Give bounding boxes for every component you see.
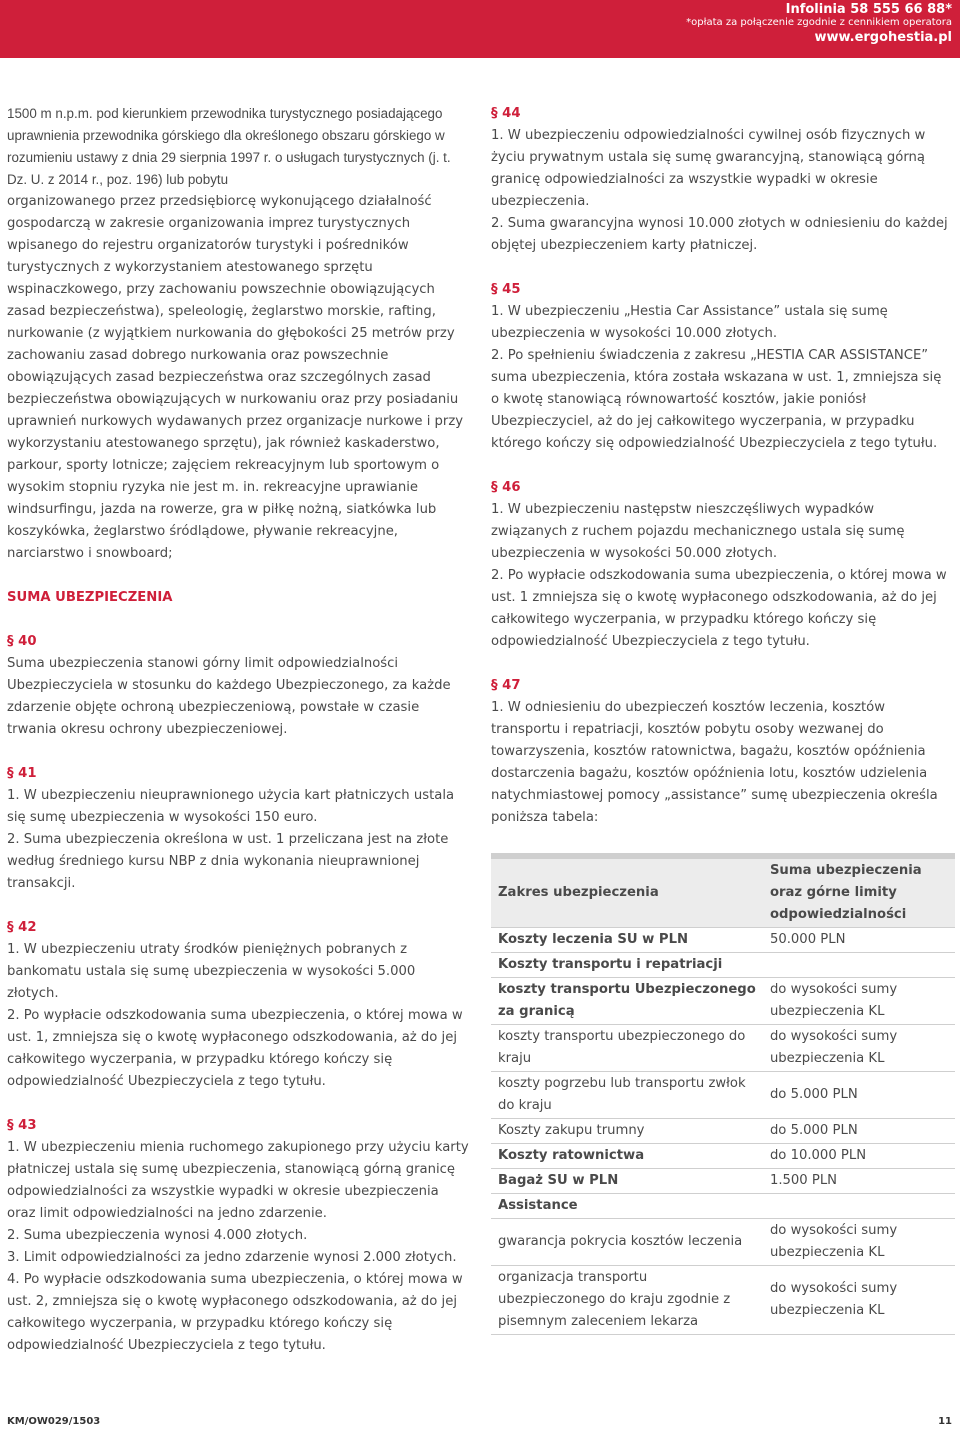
section-45-heading: § 45 xyxy=(491,282,521,297)
hotline-text: Infolinia 58 555 66 88* xyxy=(785,2,952,17)
section-46-heading: § 46 xyxy=(491,480,521,495)
table-cell-scope: Koszty leczenia SU w PLN xyxy=(491,928,763,953)
coverage-table xyxy=(491,853,955,1335)
table-row xyxy=(491,953,955,978)
section-41-heading: § 41 xyxy=(7,766,37,781)
section-40-paragraph: Suma ubezpieczenia stanowi górny limit odpowiedzialności Ubezpieczyciela w stosunku do każdego Ubezpieczonego, za każde zdarzenie objęte ochroną ubezpieczeniową, powstałe w czasie trwania okresu ochrony ubezpieczeniowej. xyxy=(7,656,451,737)
section-47-paragraph-1: 1. W odniesieniu do ubezpieczeń kosztów leczenia, kosztów transportu i repatriacji, kosztów pobytu osoby wezwanej do towarzyszenia, kosztów ratownictwa, bagażu, kosztów opóźnienia dostarczenia bagażu, kosztów opóźnienia lotu, kosztów udzielenia natychmiastowej pomocy „assistance” sumę ubezpieczenia określa poniższa tabela: xyxy=(491,700,938,825)
section-41-paragraph-1: 1. W ubezpieczeniu nieuprawnionego użycia kart płatniczych ustala się sumę ubezpieczenia w wysokości 150 euro. xyxy=(7,788,455,825)
section-43-paragraph-3: 3. Limit odpowiedzialności za jedno zdarzenie wynosi 2.000 złotych. xyxy=(7,1250,457,1265)
section-47-heading: § 47 xyxy=(491,678,521,693)
table-row xyxy=(491,1144,955,1169)
table-cell-sum xyxy=(763,1194,955,1219)
section-44-paragraph-1: 1. W ubezpieczeniu odpowiedzialności cywilnej osób fizycznych w życiu prywatnym ustala się sumę gwarancyjną, stanowiącą górną granicę odpowiedzialności za wszystkie wypadki w okresie ubezpieczenia. xyxy=(491,128,926,209)
section-44-heading: § 44 xyxy=(491,106,521,121)
table-cell-scope: organizacja transportu ubezpieczonego do kraju zgodnie z pisemnym zaleceniem lekarza xyxy=(491,1266,763,1335)
header-banner xyxy=(0,0,960,58)
table-cell-sum: do wysokości sumy ubezpieczenia KL xyxy=(763,1219,955,1266)
section-46-paragraph-1: 1. W ubezpieczeniu następstw nieszczęśliwych wypadków związanych z ruchem pojazdu mechanicznego ustala się sumę ubezpieczenia w wysokości 50.000 złotych. xyxy=(491,502,905,561)
table-row xyxy=(491,1169,955,1194)
table-cell-sum: 1.500 PLN xyxy=(763,1169,955,1194)
section-43-paragraph-1: 1. W ubezpieczeniu mienia ruchomego zakupionego przy użyciu karty płatniczej ustala się sumę ubezpieczenia, stanowiącą górną granicę odpowiedzialności za wszystkie wypadki w okresie ubezpieczenia oraz limit odpowiedzialności na jedno zdarzenie. xyxy=(7,1140,469,1221)
section-42-paragraph-2: 2. Po wypłacie odszkodowania suma ubezpieczenia, o której mowa w ust. 1, zmniejsza się o kwotę wypłaconego odszkodowania, aż do jej całkowitego wyczerpania, w przypadku którego kończy się odpowiedzialność Ubezpieczyciela z tego tytułu. xyxy=(7,1008,463,1089)
document-code: KM/OW029/1503 xyxy=(7,1416,101,1427)
table-cell-scope: Assistance xyxy=(491,1194,763,1219)
table-cell-scope: Koszty ratownictwa xyxy=(491,1144,763,1169)
table-header-row xyxy=(491,856,955,928)
right-column xyxy=(491,103,953,829)
table-row xyxy=(491,1219,955,1266)
website-link[interactable]: www.ergohestia.pl xyxy=(814,30,952,45)
table-cell-scope: koszty transportu Ubezpieczonego za granicą xyxy=(491,978,763,1025)
section-45-paragraph-2: 2. Po spełnieniu świadczenia z zakresu „HESTIA CAR ASSISTANCE” suma ubezpieczenia, która została wskazana w ust. 1, zmniejsza się o kwotę stanowiącą równowartość kosztów, jakie poniósł Ubezpieczyciel, aż do jej całkowitego wyczerpania, w przypadku którego kończy się odpowiedzialność Ubezpieczyciela z tego tytułu. xyxy=(491,348,942,451)
section-40-heading: § 40 xyxy=(7,634,37,649)
table-cell-scope: gwarancja pokrycia kosztów leczenia xyxy=(491,1219,763,1266)
section-45-paragraph-1: 1. W ubezpieczeniu „Hestia Car Assistance” ustala się sumę ubezpieczenia w wysokości 10.000 złotych. xyxy=(491,304,888,341)
section-42-paragraph-1: 1. W ubezpieczeniu utraty środków pieniężnych pobranych z bankomatu ustala się sumę ubezpieczenia w wysokości 5.000 złotych. xyxy=(7,942,416,1001)
table-cell-scope: Koszty transportu i repatriacji xyxy=(491,953,763,978)
table-row xyxy=(491,1119,955,1144)
section-41-paragraph-2: 2. Suma ubezpieczenia określona w ust. 1 przeliczana jest na złote według średniego kursu NBP z dnia wykonania nieuprawnionej transakcji. xyxy=(7,832,449,891)
table-row xyxy=(491,1194,955,1219)
section-title: SUMA UBEZPIECZENIA xyxy=(7,590,173,605)
table-row xyxy=(491,928,955,953)
page-number: 11 xyxy=(938,1416,952,1427)
table-cell-scope: Koszty zakupu trumny xyxy=(491,1119,763,1144)
table-row xyxy=(491,978,955,1025)
table-cell-sum xyxy=(763,953,955,978)
table-cell-scope: koszty transportu ubezpieczonego do kraju xyxy=(491,1025,763,1072)
section-42-heading: § 42 xyxy=(7,920,37,935)
table-cell-sum: do 5.000 PLN xyxy=(763,1119,955,1144)
section-43-heading: § 43 xyxy=(7,1118,37,1133)
table-row xyxy=(491,1072,955,1119)
hotline-note: *opłata za połączenie zgodnie z cennikiem operatora xyxy=(686,17,952,28)
table-cell-sum: do wysokości sumy ubezpieczenia KL xyxy=(763,1025,955,1072)
table-cell-sum: do wysokości sumy ubezpieczenia KL xyxy=(763,1266,955,1335)
left-column xyxy=(7,103,469,1357)
table-header-scope: Zakres ubezpieczenia xyxy=(491,856,763,928)
section-43-paragraph-2: 2. Suma ubezpieczenia wynosi 4.000 złotych. xyxy=(7,1228,308,1243)
table-cell-sum: do wysokości sumy ubezpieczenia KL xyxy=(763,978,955,1025)
intro-paragraph-continued: organizowanego przez przedsiębiorcę wykonującego działalność gospodarczą w zakresie organizowania imprez turystycznych wpisanego do rejestru organizatorów turystyki i pośredników turystycznych z wykorzystaniem atestowanego sprzętu wspinaczkowego, przy zachowaniu powszechnie obowiązujących zasad bezpieczeństwa), speleologię, żeglarstwo morskie, rafting, nurkowanie (z wyjątkiem nurkowania do głębokości 25 metrów przy zachowaniu zasad dobrego nurkowania oraz powszechnie obowiązujących zasad bezpieczeństwa oraz szczególnych zasad bezpieczeństwa obowiązujących w nurkowaniu oraz przy posiadaniu uprawnień nurkowych wydawanych przez organizacje nurkowe i przy wykorzystaniu atestowanego sprzętu), jak również kaskaderstwo, parkour, sporty lotnicze; zajęciem rekreacyjnym lub sportowym o wysokim stopniu ryzyka nie jest m. in. rekreacyjne uprawianie windsurfingu, jazda na rowerze, gra w piłkę nożną, siatkówka lub koszykówka, żeglarstwo śródlądowe, pływanie rekreacyjne, narciarstwo i snowboard; xyxy=(7,194,464,561)
table-header-sum: Suma ubezpieczenia oraz górne limity odpowiedzialności xyxy=(763,856,955,928)
table-row xyxy=(491,1025,955,1072)
table-cell-scope: Bagaż SU w PLN xyxy=(491,1169,763,1194)
section-46-paragraph-2: 2. Po wypłacie odszkodowania suma ubezpieczenia, o której mowa w ust. 1 zmniejsza się o kwotę wypłaconego odszkodowania, aż do jej całkowitego wyczerpania, w przypadku którego kończy się odpowiedzialność Ubezpieczyciela z tego tytułu. xyxy=(491,568,947,649)
table-cell-sum: do 10.000 PLN xyxy=(763,1144,955,1169)
table-row xyxy=(491,1266,955,1335)
table-cell-sum: 50.000 PLN xyxy=(763,928,955,953)
intro-paragraph-start: 1500 m n.p.m. pod kierunkiem przewodnika turystycznego posiadającego uprawnienia przewodnika górskiego dla określonego obszaru górskiego w rozumieniu ustawy z dnia 29 sierpnia 1997 r. o usługach turystycznych (j. t. Dz. U. z 2014 r., poz. 196) lub pobytu xyxy=(7,106,451,187)
table-cell-scope: koszty pogrzebu lub transportu zwłok do kraju xyxy=(491,1072,763,1119)
section-43-paragraph-4: 4. Po wypłacie odszkodowania suma ubezpieczenia, o której mowa w ust. 2, zmniejsza się o kwotę wypłaconego odszkodowania, aż do jej całkowitego wyczerpania, w przypadku którego kończy się odpowiedzialność Ubezpieczyciela z tego tytułu. xyxy=(7,1272,463,1353)
section-44-paragraph-2: 2. Suma gwarancyjna wynosi 10.000 złotych w odniesieniu do każdej objętej ubezpieczeniem karty płatniczej. xyxy=(491,216,948,253)
table-cell-sum: do 5.000 PLN xyxy=(763,1072,955,1119)
